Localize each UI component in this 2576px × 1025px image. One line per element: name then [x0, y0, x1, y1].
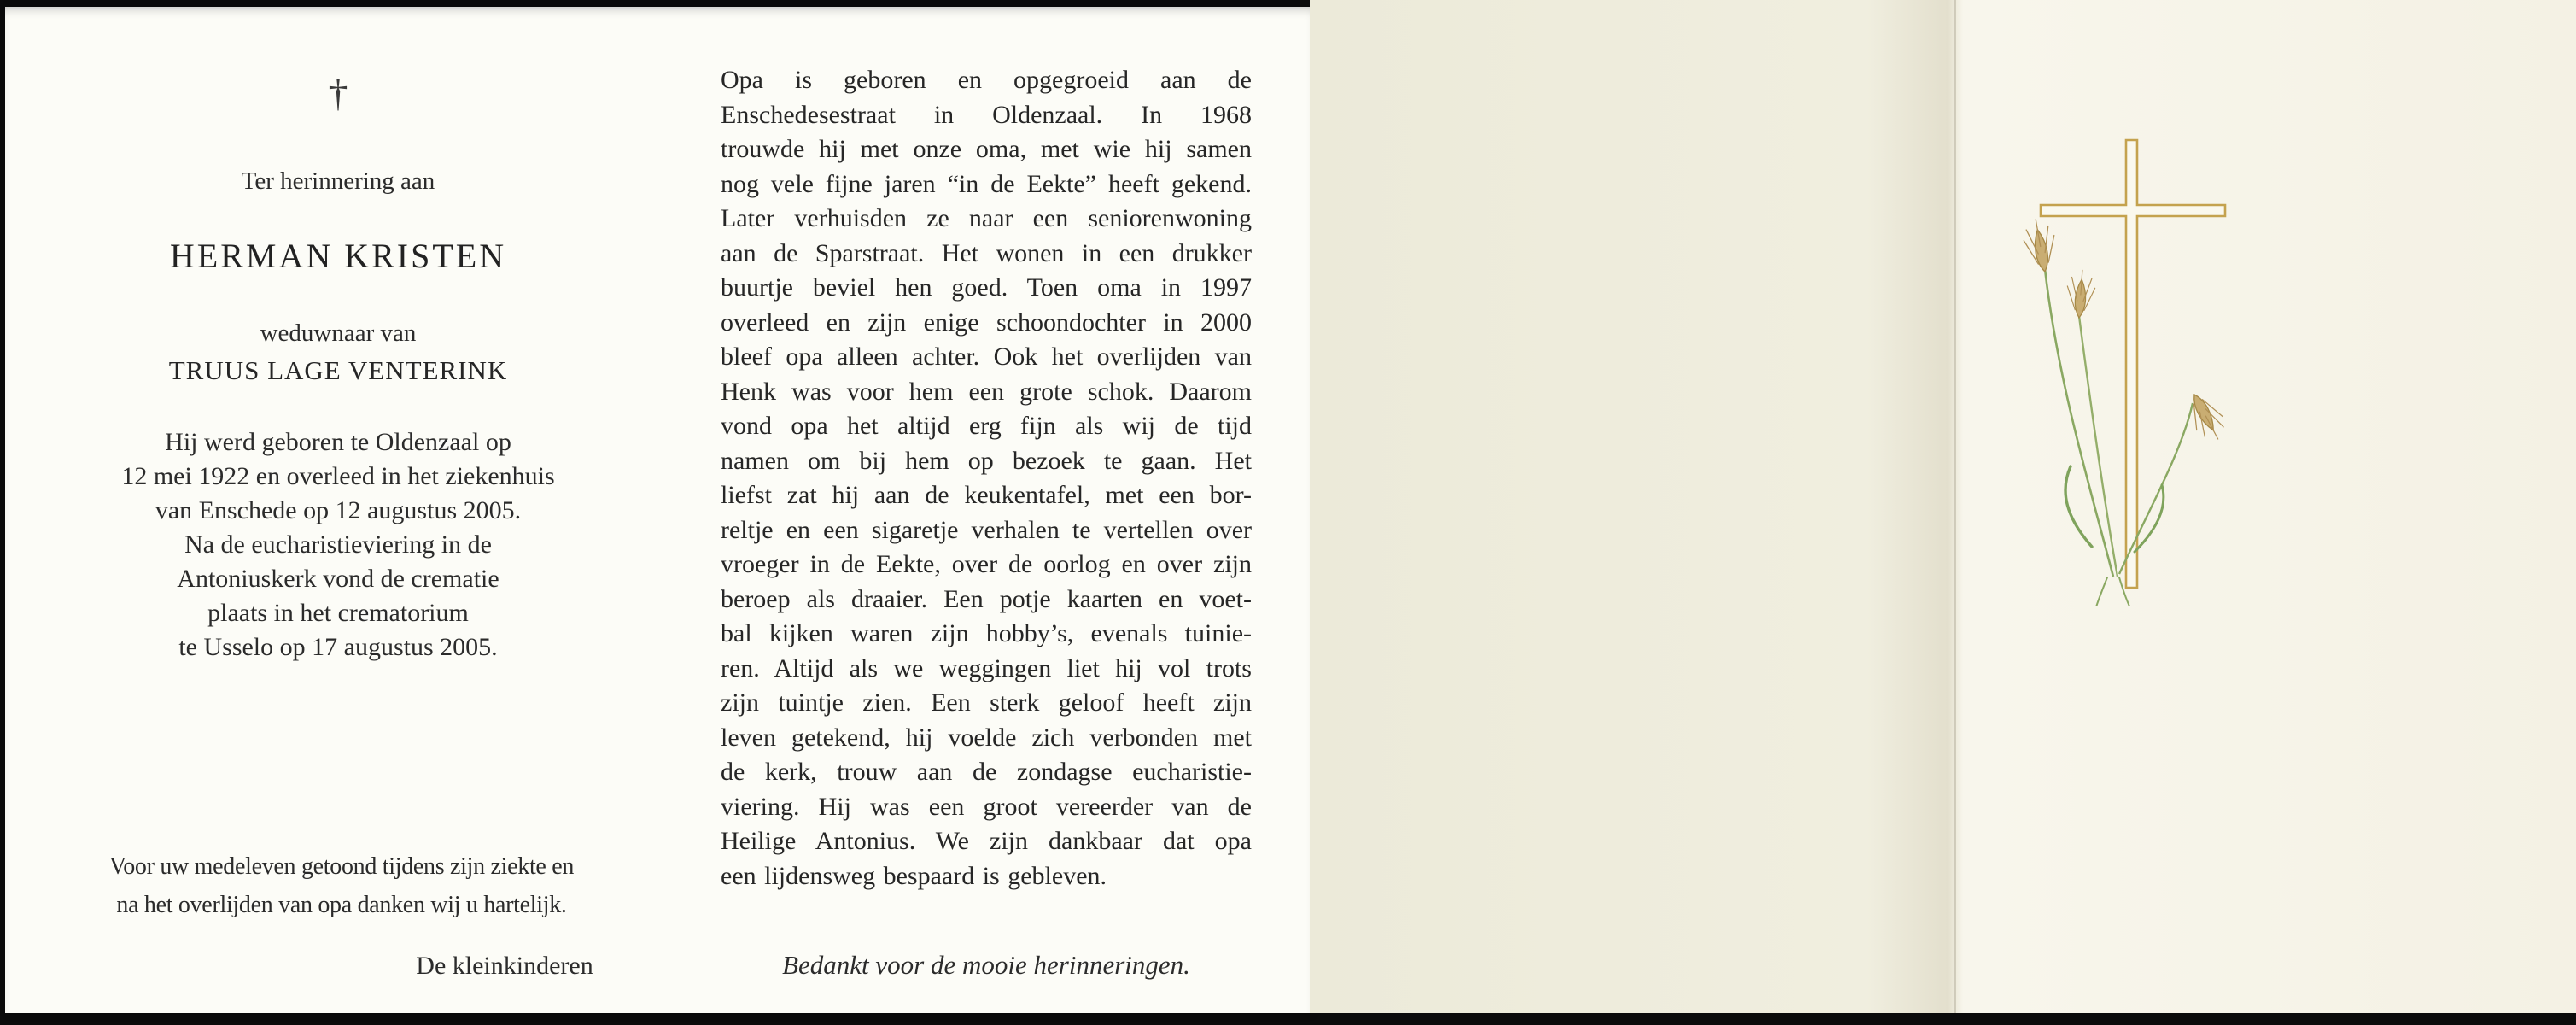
cross-and-wheat-illustration — [2006, 128, 2263, 606]
text-line: liefst zat hij aan de keukentafel, met een bor- — [721, 481, 1252, 509]
signature-grandchildren: De kleinkinderen — [416, 952, 593, 980]
text-line: Enschedesestraat in Oldenzaal. In 1968 — [721, 100, 1252, 129]
relation-label: weduwnaar van — [260, 319, 417, 347]
text-line: zijn tuintje zien. Een sterk geloof heeft zijn — [721, 688, 1252, 717]
life-dates-paragraph — [65, 425, 611, 665]
text-line: de kerk, trouw aan de zondagse eucharistie- — [721, 758, 1252, 786]
spouse-name: TRUUS LAGE VENTERINK — [168, 355, 508, 385]
text-line: trouwde hij met onze oma, met wie hij samen — [721, 135, 1252, 163]
text-line: na het overlijden van opa danken wij u hartelijk. — [116, 892, 567, 918]
text-line: Voor uw medeleven getoond tijdens zijn ziekte en — [108, 853, 575, 880]
cross-outline — [2041, 140, 2225, 588]
grass-blade — [2095, 577, 2107, 606]
text-line: Later verhuisden ze naar een seniorenwoning — [721, 204, 1252, 232]
fold-crease — [1954, 0, 1956, 1013]
text-line: beroep als draaier. Een potje kaarten en voet- — [721, 584, 1252, 613]
text-line: Opa is geboren en opgegroeid aan de — [721, 66, 1252, 94]
closing-line: Bedankt voor de mooie herinneringen. — [782, 950, 1190, 980]
text-line: vroeger in de Eekte, over de oorlog en over zijn — [721, 550, 1252, 578]
text-line: namen om bij hem op bezoek te gaan. Het — [721, 446, 1252, 475]
wheat-ear — [2065, 269, 2096, 319]
intro-line: Ter herinnering aan — [241, 167, 435, 195]
cross-glyph-icon: † — [328, 71, 348, 114]
text-line: aan de Sparstraat. Het wonen in een drukker — [721, 238, 1252, 267]
text-line: bleef opa alleen achter. Ook het overlijden van — [721, 343, 1252, 371]
condolence-paragraph — [60, 847, 623, 924]
text-line: Heilige Antonius. We zijn dankbaar dat opa — [721, 827, 1252, 855]
wheat-leaf — [2135, 485, 2164, 552]
text-line: een lijdensweg bespaard is gebleven. — [721, 861, 1107, 890]
text-line: Na de eucharistieviering in de — [184, 530, 492, 559]
text-line: van Enschede op 12 augustus 2005. — [155, 496, 522, 524]
text-line: Henk was voor hem een grote schok. Daarom — [721, 377, 1252, 406]
text-line: leven getekend, hij voelde zich verbonden met — [721, 723, 1252, 752]
deceased-name: HERMAN KRISTEN — [169, 237, 507, 275]
text-line: viering. Hij was een groot vereerder van de — [721, 792, 1252, 821]
biography-text — [721, 63, 1252, 893]
text-line: nog vele fijne jaren “in de Eekte” heeft gekend. — [721, 169, 1252, 198]
text-line: ren. Altijd als we weggingen liet hij vol trots — [721, 653, 1252, 682]
text-line: Antoniuskerk vond de crematie — [177, 565, 499, 593]
wheat-ear — [2021, 217, 2060, 274]
left-page — [5, 7, 1310, 1013]
text-line: bal kijken waren zijn hobby’s, evenals tuinie- — [721, 619, 1252, 647]
text-line: reltje en een sigaretje verhalen te vertellen over — [721, 515, 1252, 544]
text-line: vond opa het altijd erg fijn als wij de tijd — [721, 412, 1252, 440]
text-line: Hij werd geboren te Oldenzaal op — [165, 428, 511, 456]
text-line: te Usselo op 17 augustus 2005. — [178, 633, 498, 661]
text-line: overleed en zijn enige schoondochter in 2000 — [721, 308, 1252, 337]
text-line: buurtje beviel hen goed. Toen oma in 1997 — [721, 273, 1252, 302]
text-line: 12 mei 1922 en overleed in het ziekenhuis — [121, 462, 555, 490]
right-page — [1310, 0, 2576, 1013]
text-line: plaats in het crematorium — [207, 599, 469, 627]
